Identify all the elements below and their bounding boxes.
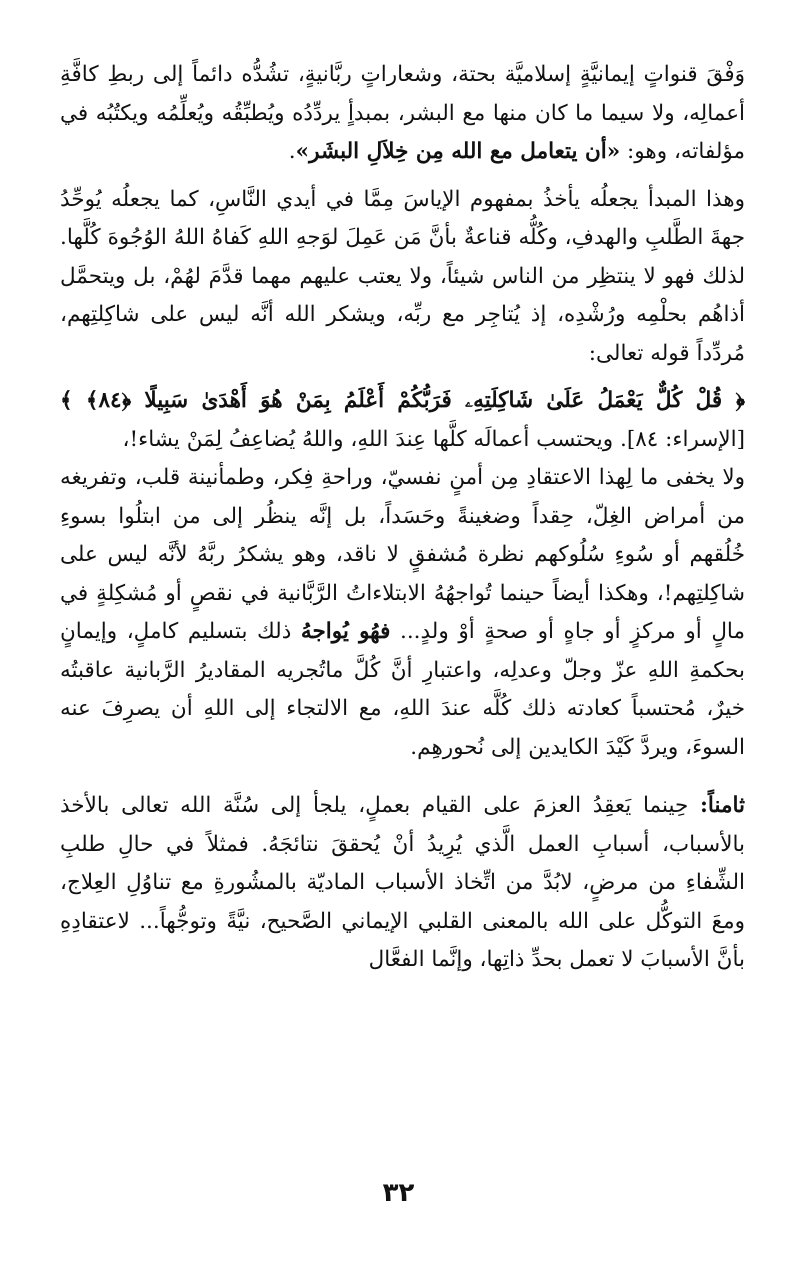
page-number: ٣٢: [382, 1178, 415, 1208]
quran-verse: ﴿ قُلْ كُلٌّ يَعْمَلُ عَلَىٰ شَاكِلَتِهِۦ فَرَبُّكُمْ أَعْلَمُ بِمَنْ هُوَ أَهْدَىٰ سَبِيلًا ﴿٨٤﴾ ﴾: [60, 388, 745, 413]
paragraph-1-text: وَفْقَ قنواتٍ إيمانيَّةٍ إسلاميَّة بحتة، وشعاراتٍ ربَّانيةٍ، تشُدُّه دائماً إلى ربطِ كافَّةِ أعمالِه، ولا سيما ما كان منها مع البشر، بمبدأٍ يردِّدُه ويُطبِّقُه ويُعلِّمُه ويكتُبُه في مؤلفاته، وهو:: [60, 62, 745, 164]
paragraph-5-text: حِينما يَعقِدُ العزمَ على القيام بعملٍ، يلجأ إلى سُنَّة الله تعالى بالأخذ بالأسباب، أسبابِ العمل الَّذي يُرِيدُ أنْ يُحققَ نتائجَهُ. فمثلاً في حالِ طلبِ الشِّفاءِ من مرضٍ، لابُدَّ من اتِّخاذ الأسباب الماديّة بالمشُورةِ مع تناوُلِ العِلاج، ومعَ التوكُّل على الله بالمعنى القلبي الإيماني الصَّحيح، نيَّةً وتوجُّهاً... لاعتقادِهِ بأنَّ الأسبابَ لا تعمل بحدِّ ذاتِها، وإنَّما الفعَّال: [60, 793, 745, 972]
paragraph-1-end: .: [288, 139, 296, 164]
paragraph-5: [60, 787, 745, 980]
paragraph-4-bold: فهُو يُواجهُ: [300, 619, 391, 644]
paragraph-4-text-2: ذلك بتسليم كاملٍ، وإيمانٍ بحكمةِ اللهِ عزّ وجلّ وعدلِه، واعتبارِ أنَّ كُلَّ ماتُجريه المقاديرُ الرَّبانية عاقبتُه خيرٌ، مُحتسباً كعادته ذلك كُلَّه عندَ اللهِ، مع الالتجاء إلى اللهِ أن يصرِفَ عنه السوءَ، ويردَّ كَيْدَ الكايدين إلى نُحورهِم.: [60, 619, 745, 760]
paragraph-1: [60, 56, 745, 172]
paragraph-4-text: ولا يخفى ما لِهذا الاعتقادِ مِن أمنٍ نفسيّ، وراحةِ فِكر، وطمأنينة قلب، وتفريغه من أمراض الغِلّ، حِقداً وضغينةً وحَسَداً، بل إنَّه ينظُر إلى من ابتلُوا بسوءِ خُلُقهم أو سُوءِ سُلُوكهم نظرة مُشفقٍ لا ناقد، وهو يشكرُ ربَّهُ لأنَّه ليس على شاكِلتِهم!، وهكذا أيضاً حينما تُواجهُهُ الابتلاءاتُ الرَّبَّانية في نقصٍ أو مُشكِلةٍ في مالٍ أو مركزٍ أو جاهٍ أو صحةٍ أوْ ولدٍ...: [60, 465, 746, 644]
principle-quote: «أن يتعامل مع الله مِن خِلاَلِ البشَر»: [295, 139, 621, 164]
section-label-eighth: ثامناً:: [699, 793, 745, 818]
paragraph-2: [60, 181, 745, 374]
paragraph-2-text: وهذا المبدأ يجعلُه يأخذُ بمفهوم الإياسَ مِمَّا في أيدي النَّاسِ، كما يجعلُه يُوحِّدُ جهةَ الطَّلبِ والهدفِ، وكُلُّه قناعةٌ بأنَّ مَن عَمِلَ لوَجهِ اللهِ كَفاهُ اللهُ الوُجُوهَ كُلَّها. لذلك فهو لا ينتظِر من الناس شيئاً، ولا يعتب عليهم مهما قدَّمَ لهُمْ، بل ويتحمَّل أذاهُم بحلْمِه ورُشْدِه، إذ يُتاجِر مع ربِّه، ويشكر الله أنَّه ليس على شاكِلتِهم، مُردِّداً قوله تعالى:: [60, 186, 745, 366]
page-body: [60, 56, 745, 980]
paragraph-3: [60, 382, 745, 459]
paragraph-4: [60, 459, 745, 767]
paragraph-3-text: [الإسراء: ٨٤]. ويحتسب أعمالَه كلَّها عِندَ اللهِ، واللهُ يُضاعِفُ لِمَنْ يشاء!،: [122, 426, 745, 452]
